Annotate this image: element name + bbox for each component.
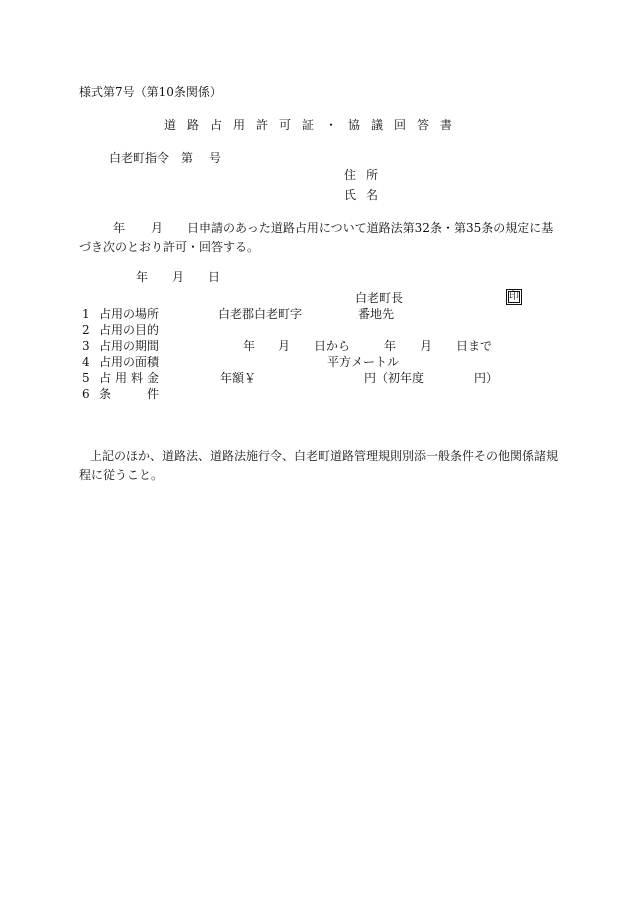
item-6-label-a: 条 (99, 387, 112, 401)
seal-glyph: 印 (509, 291, 519, 302)
item-1-number: 1 (82, 307, 90, 321)
directive-ordinal: 第 (181, 151, 194, 165)
mayor-title: 白老町長 (355, 291, 404, 305)
item-5-number: 5 (82, 371, 90, 385)
application-statement (79, 219, 559, 257)
period-start-year: 年 (243, 339, 256, 353)
fee-first-year-open: 円（初年度 (364, 371, 425, 385)
fee-annual: 年額￥ (220, 371, 257, 385)
address-label: 住所 (344, 168, 389, 182)
fee-first-year-close: 円） (474, 371, 499, 385)
item-1-value-b: 番地先 (358, 307, 395, 321)
item-2-label: 占用の目的 (99, 323, 160, 337)
period-end-month: 月 (420, 339, 433, 353)
issue-month: 月 (172, 270, 185, 284)
item-4-number: 4 (82, 355, 90, 369)
directive-number-unit: 号 (209, 151, 222, 165)
name-label: 氏名 (344, 188, 389, 202)
statement-year: 年 (113, 221, 126, 235)
form-label: 様式第7号（第10条関係） (79, 85, 222, 99)
item-2-number: 2 (82, 323, 90, 337)
issue-day: 日 (208, 270, 221, 284)
area-unit: 平方メートル (327, 355, 400, 369)
item-4-label: 占用の面積 (99, 355, 160, 369)
statement-month: 月 (151, 221, 164, 235)
issue-year: 年 (136, 270, 149, 284)
item-3-label: 占用の期間 (99, 339, 160, 353)
period-start-month: 月 (278, 339, 291, 353)
item-6-number: 6 (82, 387, 90, 401)
period-end-day: 日まで (456, 339, 493, 353)
document-title: 道路占用許可証・協議回答書 (164, 118, 464, 132)
item-5-label: 占用料金 (99, 371, 164, 385)
item-1-value-a: 白老郡白老町字 (218, 307, 303, 321)
item-6-label-b: 件 (147, 387, 160, 401)
seal-mark (506, 289, 522, 305)
statement-body: 日申請のあった道路占用について道路法第32条・第35条の規定に基づき次のとおり許可・回答する。 (79, 221, 554, 254)
item-3-number: 3 (82, 339, 90, 353)
item-1-label: 占用の場所 (99, 307, 160, 321)
footer-note: 上記のほか、道路法、道路法施行令、白老町道路管理規則別添一般条件その他関係諸規程に従うこと。 (79, 449, 559, 482)
period-end-year: 年 (384, 339, 397, 353)
directive-issuer: 白老町指令 (109, 151, 170, 165)
period-start-day: 日から (314, 339, 351, 353)
